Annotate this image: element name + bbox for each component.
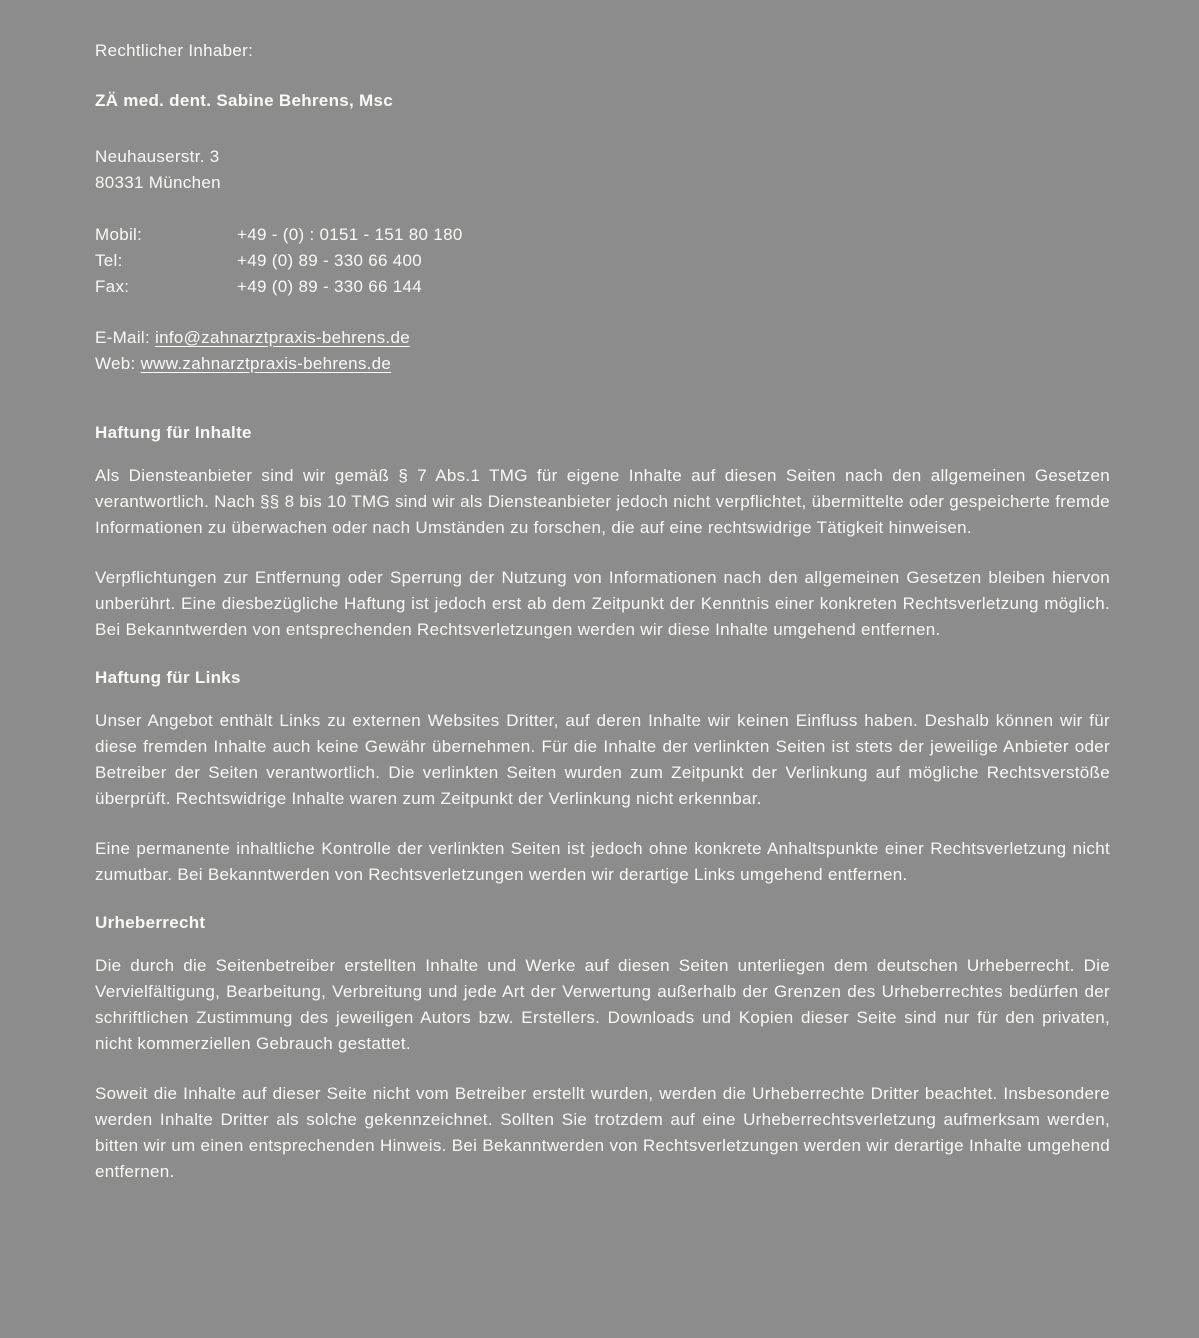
email-line bbox=[95, 325, 1110, 351]
contact-value-mobile: +49 - (0) : 0151 - 151 80 180 bbox=[237, 225, 463, 244]
address-city: 80331 München bbox=[95, 173, 221, 192]
paragraph-haftung-inhalte-2: Verpflichtungen zur Entfernung oder Sperrung der Nutzung von Informationen nach den allgemeinen Gesetzen bleiben hiervon unberührt. Eine diesbezügliche Haftung ist jedoch erst ab dem Zeitpunkt der Kenntnis einer konkreten Rechtsverletzung möglich. Bei Bekanntwerden von entsprechenden Rechtsverletzungen werden wir diese Inhalte umgehend entfernen. bbox=[95, 568, 1110, 639]
contact-value-phone: +49 (0) 89 - 330 66 400 bbox=[237, 251, 423, 270]
web-label: Web: bbox=[95, 354, 141, 373]
contact-label-fax: Fax: bbox=[95, 277, 130, 296]
section-heading-haftung-links: Haftung für Links bbox=[95, 668, 241, 687]
contact-value-fax: +49 (0) 89 - 330 66 144 bbox=[237, 277, 423, 296]
paragraph-urheberrecht-2: Soweit die Inhalte auf dieser Seite nicht vom Betreiber erstellt wurden, werden die Urheberrechte Dritter beachtet. Insbesondere werden Inhalte Dritter als solche gekennzeichnet. Sollten Sie trotzdem auf eine Urheberrechtsverletzung aufmerksam werden, bitten wir um einen entsprechenden Hinweis. Bei Bekanntwerden von Rechtsverletzungen werden wir derartige Inhalte umgehend entfernen. bbox=[95, 1084, 1110, 1181]
section-heading-urheberrecht: Urheberrecht bbox=[95, 913, 206, 932]
email-link[interactable]: info@zahnarztpraxis-behrens.de bbox=[155, 328, 410, 347]
contact-row-fax bbox=[95, 274, 1110, 300]
contact-row-mobile bbox=[95, 222, 1110, 248]
address-street: Neuhauserstr. 3 bbox=[95, 147, 220, 166]
contact-label-phone: Tel: bbox=[95, 251, 123, 270]
email-label: E-Mail: bbox=[95, 328, 156, 347]
web-link[interactable]: www.zahnarztpraxis-behrens.de bbox=[140, 354, 392, 373]
owner-name: ZÄ med. dent. Sabine Behrens, Msc bbox=[95, 91, 394, 110]
paragraph-haftung-links-2: Eine permanente inhaltliche Kontrolle der verlinkten Seiten ist jedoch ohne konkrete Anhaltspunkte einer Rechtsverletzung nicht zumutbar. Bei Bekanntwerden von Rechtsverletzungen werden wir derartige Links umgehend entfernen. bbox=[95, 839, 1110, 884]
contact-block bbox=[95, 222, 1110, 300]
paragraph-haftung-inhalte-1: Als Diensteanbieter sind wir gemäß § 7 Abs.1 TMG für eigene Inhalte auf diesen Seiten nach den allgemeinen Gesetzen verantwortlich. Nach §§ 8 bis 10 TMG sind wir als Diensteanbieter jedoch nicht verpflichtet, übermittelte oder gespeicherte fremde Informationen zu überwachen oder nach Umständen zu forschen, die auf eine rechtswidrige Tätigkeit hinweisen. bbox=[95, 466, 1110, 537]
section-heading-haftung-inhalte: Haftung für Inhalte bbox=[95, 423, 252, 442]
web-line bbox=[95, 351, 1110, 377]
paragraph-urheberrecht-1: Die durch die Seitenbetreiber erstellten Inhalte und Werke auf diesen Seiten unterliegen dem deutschen Urheberrecht. Die Vervielfältigung, Bearbeitung, Verbreitung und jede Art der Verwertung außerhalb der Grenzen des Urheberrechtes bedürfen der schriftlichen Zustimmung des jeweiligen Autors bzw. Erstellers. Downloads und Kopien dieser Seite sind nur für den privaten, nicht kommerziellen Gebrauch gestattet. bbox=[95, 956, 1110, 1053]
owner-label: Rechtlicher Inhaber: bbox=[95, 41, 254, 60]
contact-label-mobile: Mobil: bbox=[95, 225, 143, 244]
contact-row-phone bbox=[95, 248, 1110, 274]
address-block bbox=[95, 144, 1110, 196]
paragraph-haftung-links-1: Unser Angebot enthält Links zu externen Websites Dritter, auf deren Inhalte wir keinen Einfluss haben. Deshalb können wir für diese fremden Inhalte auch keine Gewähr übernehmen. Für die Inhalte der verlinkten Seiten ist stets der jeweilige Anbieter oder Betreiber der Seiten verantwortlich. Die verlinkten Seiten wurden zum Zeitpunkt der Verlinkung auf mögliche Rechtsverstöße überprüft. Rechtswidrige Inhalte waren zum Zeitpunkt der Verlinkung nicht erkennbar. bbox=[95, 711, 1110, 808]
links-block bbox=[95, 325, 1110, 377]
